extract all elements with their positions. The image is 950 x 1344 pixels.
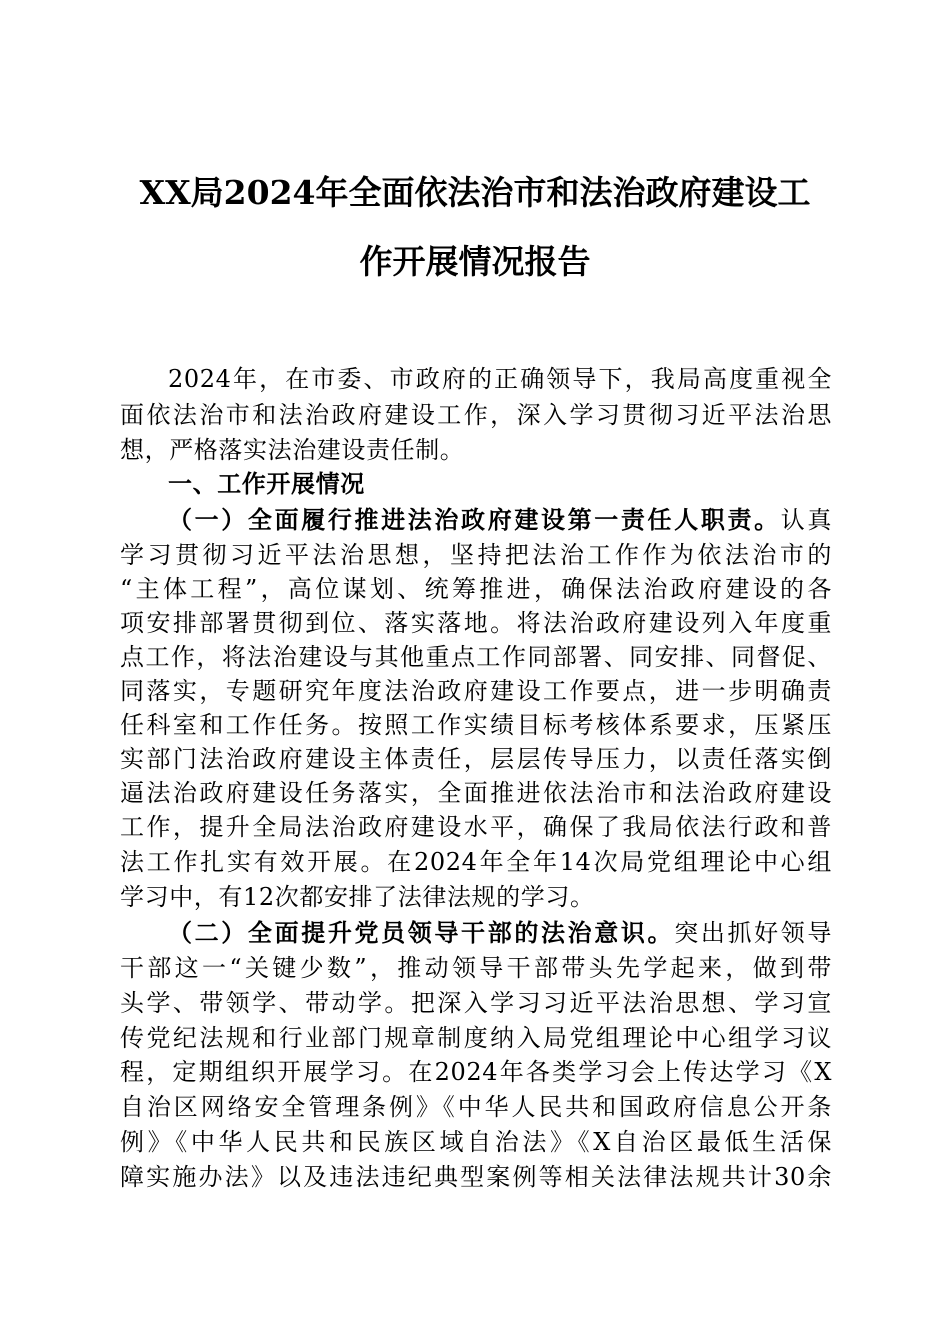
- document-title-line-1: XX局2024年全面依法治市和法治政府建设工: [139, 173, 811, 212]
- subsection-1-line: “主体工程”，高位谋划、统筹推进，确保法治政府建设的各: [120, 575, 832, 603]
- subsection-1-line: 项安排部署贯彻到位、落实落地。将法治政府建设列入年度重: [120, 609, 832, 637]
- intro-line: 面依法治市和法治政府建设工作，深入学习贯彻习近平法治思: [120, 401, 832, 429]
- subsection-1-line: 点工作，将法治建设与其他重点工作同部署、同安排、同督促、: [120, 643, 832, 671]
- subsection-1-line: 法工作扎实有效开展。在2024年全年14次局党组理论中心组: [120, 848, 832, 876]
- subsection-1-line: 工作，提升全局法治政府建设水平，确保了我局依法行政和普: [120, 813, 832, 841]
- subsection-2-line: 障实施办法》以及违法违纪典型案例等相关法律法规共计30余: [120, 1163, 832, 1191]
- subsection-2-line: 自治区网络安全管理条例》《中华人民共和国政府信息公开条: [120, 1093, 832, 1121]
- subsection-2-line: 例》《中华人民共和民族区域自治法》《X自治区最低生活保: [120, 1128, 832, 1156]
- subsection-2-line: 干部这一“关键少数”，推动领导干部带头先学起来，做到带: [120, 954, 832, 982]
- subsection-2-line: 程，定期组织开展学习。在2024年各类学习会上传达学习《X: [120, 1058, 832, 1086]
- subsection-2-first-line: [168, 916, 832, 950]
- subsection-1-line: 同落实，专题研究年度法治政府建设工作要点，进一步明确责: [120, 677, 832, 705]
- subsection-1-first-rest: 认真: [780, 506, 832, 534]
- intro-line: 2024年，在市委、市政府的正确领导下，我局高度重视全: [168, 365, 832, 393]
- subsection-1-line: 逼法治政府建设任务落实，全面推进依法治市和法治政府建设: [120, 779, 832, 807]
- subsection-1-line: 学习中，有12次都安排了法律法规的学习。: [120, 883, 595, 911]
- subsection-2-line: 头学、带领学、带动学。把深入学习习近平法治思想、学习宣: [120, 989, 832, 1017]
- subsection-1-first-line: [168, 503, 832, 537]
- subsection-1-line: 学习贯彻习近平法治思想，坚持把法治工作作为依法治市的: [120, 541, 832, 569]
- subsection-1-line: 任科室和工作任务。按照工作实绩目标考核体系要求，压紧压: [120, 711, 832, 739]
- subsection-2-line: 传党纪法规和行业部门规章制度纳入局党组理论中心组学习议: [120, 1024, 832, 1052]
- intro-line: 想，严格落实法治建设责任制。: [120, 436, 465, 464]
- document-title-line-2: 作开展情况报告: [359, 242, 591, 281]
- section-heading: 一、工作开展情况: [168, 469, 365, 498]
- subsection-1-line: 实部门法治政府建设主体责任，层层传导压力，以责任落实倒: [120, 745, 832, 773]
- subsection-1-lead: （一）全面履行推进法治政府建设第一责任人职责。: [168, 505, 781, 534]
- subsection-2-lead: （二）全面提升党员领导干部的法治意识。: [168, 918, 675, 947]
- subsection-2-first-rest: 突出抓好领导: [674, 919, 832, 947]
